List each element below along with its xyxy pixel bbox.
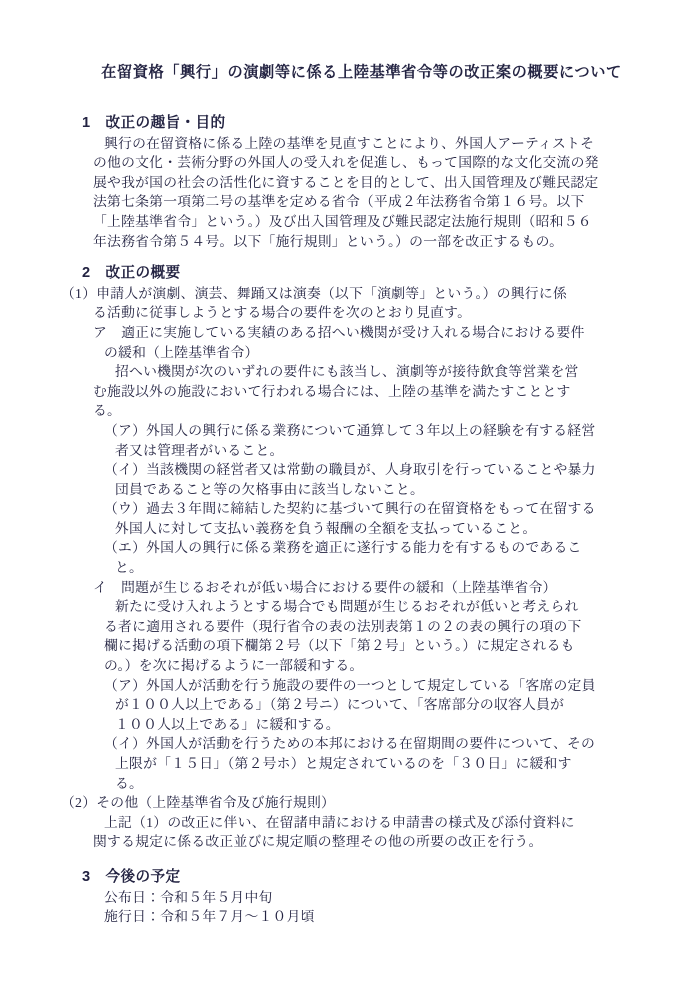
doc-line: と。 — [115, 560, 144, 576]
doc-line: 興行の在留資格に係る上陸の基準を見直すことにより、外国人アーティストそ — [104, 135, 595, 151]
doc-line: 関する規定に係る改正並びに規定順の整理その他の所要の改正を行う。 — [93, 834, 543, 850]
doc-line: （エ）外国人の興行に係る業務を適正に遂行する能力を有するものであるこ — [104, 540, 582, 556]
doc-line: 団員であること等の欠格事由に該当しないこと。 — [115, 481, 425, 497]
doc-line: 年法務省令第５４号。以下「施行規則」という。）の一部を改正するもの。 — [93, 233, 564, 249]
doc-line: 外国人に対して支払い義務を負う報酬の全額を支払っていること。 — [115, 520, 537, 536]
section-3 — [61, 868, 662, 927]
doc-line: 「上陸基準省令」という。）及び出入国管理及び難民認定法施行規則（昭和５６ — [93, 213, 592, 229]
doc-line: （1）申請人が演劇、演芸、舞踊又は演奏（以下「演劇等」という。）の興行に係 — [61, 285, 567, 301]
doc-line: （ウ）過去３年間に締結した契約に基づいて興行の在留資格をもって在留する — [104, 501, 596, 517]
doc-line: る。 — [115, 775, 144, 791]
doc-line: 欄に掲げる活動の項下欄第２号（以下「第２号」という。）に規定されるも — [104, 638, 575, 654]
doc-line: ア 適正に実施している実績のある招へい機関が受け入れる場合における要件 — [93, 324, 585, 340]
doc-line: む施設以外の施設において行われる場合には、上陸の基準を満たすこととす — [93, 383, 571, 399]
doc-line: 展や我が国の社会の活性化に資することを目的として、出入国管理及び難民認定 — [93, 174, 599, 190]
doc-line: 公布日：令和５年５月中旬 — [104, 889, 273, 905]
doc-line: １００人以上である」に緩和する。 — [115, 716, 340, 732]
doc-line: （イ）外国人が活動を行うための本邦における在留期間の要件について、その — [104, 736, 596, 752]
doc-line: （イ）当該機関の経営者又は常勤の職員が、人身取引を行っていることや暴力 — [104, 462, 596, 478]
doc-line: る者に適用される要件（現行省令の表の法別表第１の２の表の興行の項の下 — [104, 618, 582, 634]
doc-line: の他の文化・芸術分野の外国人の受入れを促進し、もって国際的な文化交流の発 — [93, 155, 599, 171]
doc-line: 者又は管理者がいること。 — [115, 442, 284, 458]
doc-line: の緩和（上陸基準省令） — [104, 344, 259, 360]
doc-line: の。）を次に掲げるように一部緩和する。 — [104, 658, 364, 674]
document-sections — [61, 114, 662, 927]
section-1 — [61, 114, 662, 251]
doc-line: 招へい機関が次のいずれの要件にも該当し、演劇等が接待飲食等営業を営 — [115, 364, 579, 380]
doc-line: 施行日：令和５年７月～１０月頃 — [104, 909, 315, 925]
doc-line: る活動に従事しようとする場合の要件を次のとおり見直す。 — [93, 305, 472, 321]
doc-line: （2）その他（上陸基準省令及び施行規則） — [61, 795, 336, 811]
doc-line: が１００人以上である」（第２号ニ）について、「客席部分の収容人員が — [115, 697, 565, 713]
doc-line: （ア）外国人の興行に係る業務について通算して３年以上の経験を有する経営 — [104, 422, 596, 438]
doc-line: 新たに受け入れようとする場合でも問題が生じるおそれが低いと考えられ — [115, 599, 579, 615]
section-heading: 3 今後の予定 — [82, 868, 181, 885]
doc-line: る。 — [93, 403, 122, 419]
doc-line: イ 問題が生じるおそれが低い場合における要件の緩和（上陸基準省令） — [93, 579, 557, 595]
section-2 — [61, 264, 662, 852]
section-heading: 1 改正の趣旨・目的 — [82, 115, 226, 131]
doc-line: 法第七条第一項第二号の基準を定める省令（平成２年法務省令第１６号。以下 — [93, 194, 585, 210]
doc-line: 上記（1）の改正に伴い、在留諸申請における申請書の様式及び添付資料に — [104, 814, 575, 830]
section-heading: 2 改正の概要 — [82, 265, 181, 282]
doc-line: （ア）外国人が活動を行う施設の要件の一つとして規定している「客席の定員 — [104, 677, 596, 693]
doc-line: 上限が「１５日」（第２号ホ）と規定されているのを「３０日」に緩和す — [115, 756, 572, 771]
doc-title: 在留資格「興行」の演劇等に係る上陸基準省令等の改正案の概要について — [101, 64, 622, 81]
